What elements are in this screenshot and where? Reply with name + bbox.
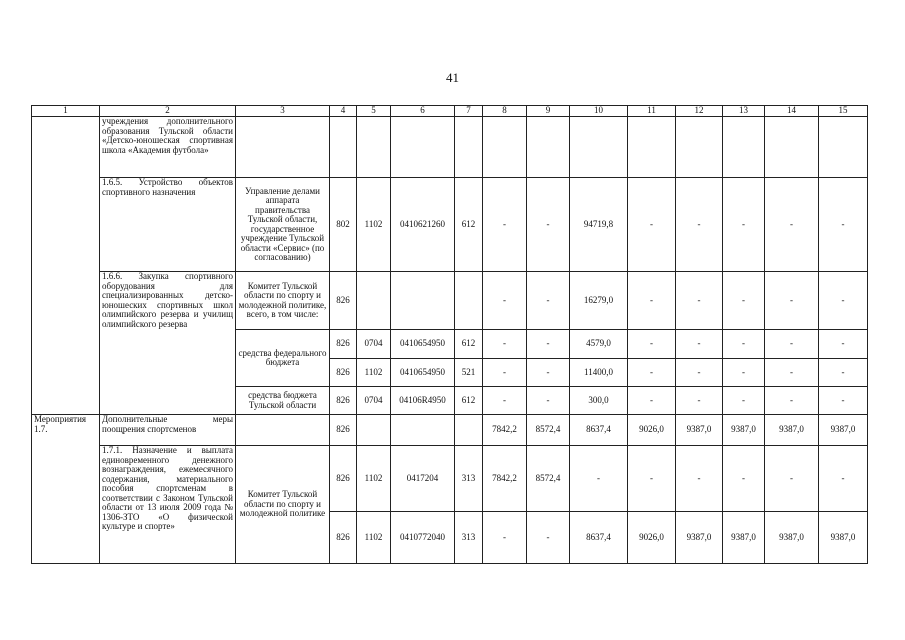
header-cell: 7 <box>455 106 483 117</box>
table-cell: - <box>676 446 723 512</box>
table-cell: - <box>483 512 527 564</box>
table-cell: - <box>765 330 819 359</box>
table-cell: 8572,4 <box>527 446 570 512</box>
header-cell: 8 <box>483 106 527 117</box>
table-cell: 0417204 <box>391 446 455 512</box>
table-cell: 313 <box>455 446 483 512</box>
table-cell: 9026,0 <box>628 512 676 564</box>
table-cell: - <box>819 359 868 387</box>
table-cell: 0410772040 <box>391 512 455 564</box>
executor: Комитет Тульской области по спорту и молодежной политике, всего, в том числе: <box>236 272 330 330</box>
table-cell: 9387,0 <box>676 415 723 446</box>
table-cell: 8572,4 <box>527 415 570 446</box>
header-cell: 15 <box>819 106 868 117</box>
table-cell: 313 <box>455 512 483 564</box>
header-cell: 14 <box>765 106 819 117</box>
table-cell: - <box>676 178 723 272</box>
table-cell: 826 <box>330 272 357 330</box>
table-cell: - <box>723 178 765 272</box>
table-cell: - <box>527 178 570 272</box>
table-cell: - <box>819 178 868 272</box>
table-cell: - <box>628 446 676 512</box>
table-cell: - <box>819 446 868 512</box>
executor: Управление делами аппарата правительства Тульской области, государственное учреждение Тульской области «Сервис» (по согласованию) <box>236 178 330 272</box>
table-cell: 612 <box>455 387 483 415</box>
measure-name: 1.7.1. Назначение и выплата единовременного денежного вознаграждения, ежемесячного содержания, материального пособия спортсменам в соответствии с Законом Тульской области от 13 июля 2009 года № 1306-ЗТО «О физической культуре и спорте» <box>100 446 236 564</box>
table-cell: - <box>819 387 868 415</box>
table-cell: 04106R4950 <box>391 387 455 415</box>
program-table <box>31 105 868 564</box>
header-cell: 11 <box>628 106 676 117</box>
funding-source: средства федерального бюджета <box>236 330 330 387</box>
table-cell: 826 <box>330 330 357 359</box>
table-cell: 0704 <box>357 387 391 415</box>
table-cell: - <box>819 272 868 330</box>
table-cell: - <box>570 446 628 512</box>
table-cell: 826 <box>330 512 357 564</box>
header-cell: 6 <box>391 106 455 117</box>
table-cell: - <box>723 446 765 512</box>
table-cell: 1102 <box>357 178 391 272</box>
header-cell: 1 <box>32 106 100 117</box>
table-cell: 300,0 <box>570 387 628 415</box>
executor: Комитет Тульской области по спорту и молодежной политике <box>236 446 330 564</box>
header-cell: 3 <box>236 106 330 117</box>
table-cell: 521 <box>455 359 483 387</box>
header-cell: 2 <box>100 106 236 117</box>
funding-source: средства бюджета Тульской области <box>236 387 330 415</box>
table-row <box>32 446 868 512</box>
table-cell: 8637,4 <box>570 415 628 446</box>
table-cell: 7842,2 <box>483 415 527 446</box>
table-cell: 9026,0 <box>628 415 676 446</box>
measure-name: учреждения дополнительного образования Тульской области «Детско-юношеская спортивная школа «Академия футбола» <box>100 117 236 178</box>
table-cell: - <box>483 387 527 415</box>
table-cell: - <box>527 330 570 359</box>
table-cell: 0410621260 <box>391 178 455 272</box>
table-cell: 826 <box>330 415 357 446</box>
table-cell: - <box>765 446 819 512</box>
page-number: 41 <box>446 70 459 85</box>
table-cell: - <box>819 330 868 359</box>
table-cell: 0410654950 <box>391 359 455 387</box>
table-cell: 9387,0 <box>765 512 819 564</box>
table-cell: - <box>483 178 527 272</box>
table-cell: - <box>765 178 819 272</box>
table-cell: - <box>527 512 570 564</box>
table-cell: - <box>628 178 676 272</box>
header-row <box>32 106 868 117</box>
table-cell: - <box>676 387 723 415</box>
table-cell: 802 <box>330 178 357 272</box>
table-cell: - <box>628 359 676 387</box>
table-cell: - <box>628 272 676 330</box>
header-cell: 10 <box>570 106 628 117</box>
table-cell: 612 <box>455 178 483 272</box>
table-cell: 94719,8 <box>570 178 628 272</box>
table-cell: - <box>527 272 570 330</box>
table-cell: - <box>628 387 676 415</box>
table-cell: 8637,4 <box>570 512 628 564</box>
table-cell: - <box>676 359 723 387</box>
table-cell: 826 <box>330 387 357 415</box>
table-cell: 7842,2 <box>483 446 527 512</box>
table-cell: 826 <box>330 359 357 387</box>
table-cell: 9387,0 <box>819 415 868 446</box>
table-cell: 11400,0 <box>570 359 628 387</box>
table-cell: - <box>483 330 527 359</box>
measure-group: Мероприятия 1.7. <box>32 415 100 564</box>
table-cell: - <box>483 272 527 330</box>
table-cell <box>32 117 100 415</box>
table-cell: - <box>765 387 819 415</box>
header-cell: 13 <box>723 106 765 117</box>
table-cell: 0704 <box>357 330 391 359</box>
table-cell: 1102 <box>357 512 391 564</box>
table-cell: 9387,0 <box>819 512 868 564</box>
table-cell <box>236 117 330 178</box>
table-row <box>32 272 868 330</box>
header-cell: 4 <box>330 106 357 117</box>
table-cell: - <box>723 387 765 415</box>
table-cell: - <box>527 359 570 387</box>
table-cell: 612 <box>455 330 483 359</box>
table-row <box>32 415 868 446</box>
measure-name: 1.6.5. Устройство объектов спортивного назначения <box>100 178 236 272</box>
table-cell: 1102 <box>357 446 391 512</box>
table-row <box>32 178 868 272</box>
table-cell: 826 <box>330 446 357 512</box>
table-cell: 0410654950 <box>391 330 455 359</box>
table-cell: - <box>723 330 765 359</box>
table-cell: 9387,0 <box>765 415 819 446</box>
header-cell: 5 <box>357 106 391 117</box>
table-cell: 1102 <box>357 359 391 387</box>
table-cell: - <box>723 359 765 387</box>
table-cell: 9387,0 <box>676 512 723 564</box>
table-cell: - <box>676 330 723 359</box>
table-cell: - <box>628 330 676 359</box>
table-cell: - <box>527 387 570 415</box>
header-cell: 9 <box>527 106 570 117</box>
table-cell: 16279,0 <box>570 272 628 330</box>
table-cell: 9387,0 <box>723 512 765 564</box>
table-cell: - <box>765 359 819 387</box>
table-cell: - <box>723 272 765 330</box>
header-cell: 12 <box>676 106 723 117</box>
measure-name: Дополнительные меры поощрения спортсменов <box>100 415 236 446</box>
table-cell: - <box>483 359 527 387</box>
table-cell: - <box>765 272 819 330</box>
table-cell: 4579,0 <box>570 330 628 359</box>
table-row <box>32 117 868 178</box>
table-cell: 9387,0 <box>723 415 765 446</box>
table-cell: - <box>676 272 723 330</box>
measure-name: 1.6.6. Закупка спортивного оборудования для специализированных детско-юношеских спортивных школ олимпийского резерва и училищ олимпийского резерва <box>100 272 236 415</box>
